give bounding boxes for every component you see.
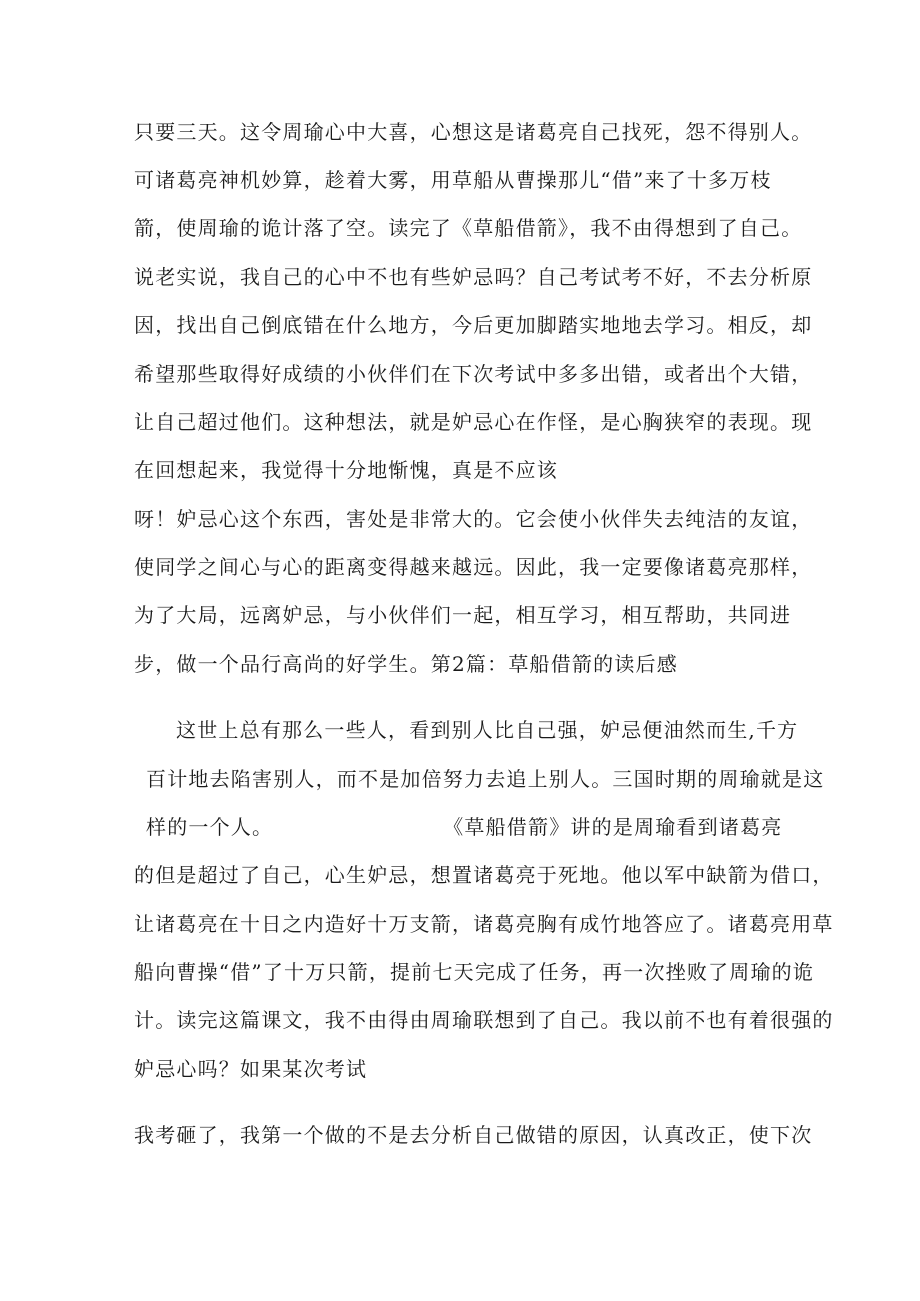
text-line: 希望那些取得好成绩的小伙伴们在下次考试中多多出错，或者出个大错， <box>134 362 813 386</box>
text-line: 可诸葛亮神机妙算，趁着大雾，用草船从曹操那儿“借”来了十多万枝 <box>134 168 772 192</box>
text-line: 让诸葛亮在十日之内造好十万支箭，诸葛亮胸有成竹地答应了。诸葛亮用草 <box>134 912 834 936</box>
text-line: 步，做一个品行高尚的好学生。第2篇：草船借箭的读后感 <box>134 652 678 676</box>
text-line: 百计地去陷害别人，而不是加倍努力去追上别人。三国时期的周瑜就是这 <box>146 767 825 791</box>
text-line: 因，找出自己倒底错在什么地方，今后更加脚踏实地地去学习。相反，却 <box>134 313 813 337</box>
text-fragment: 样的一个人。 <box>146 815 274 839</box>
text-line: 我考砸了，我第一个做的不是去分析自己做错的原因，认真改正，使下次 <box>134 1123 813 1147</box>
text-line <box>146 813 782 841</box>
text-line: 的但是超过了自己，心生妒忌，想置诸葛亮于死地。他以军中缺箭为借口， <box>134 863 834 887</box>
text-line: 呀！妒忌心这个东西，害处是非常大的。它会使小伙伴失去纯洁的友谊， <box>134 507 813 531</box>
text-fragment: 《草船借箭》讲的是周瑜看到诸葛亮 <box>443 815 783 839</box>
text-line: 说老实说，我自己的心中不也有些妒忌吗？自己考试考不好，不去分析原 <box>134 265 813 289</box>
text-line: 计。读完这篇课文，我不由得由周瑜联想到了自己。我以前不也有着很强的 <box>134 1008 834 1032</box>
text-line: 在回想起来，我觉得十分地惭愧，真是不应该 <box>134 458 558 482</box>
text-line: 妒忌心吗？如果某次考试 <box>134 1057 368 1081</box>
text-line: 箭，使周瑜的诡计落了空。读完了《草船借箭》，我不由得想到了自己。 <box>134 216 803 240</box>
text-line: 只要三天。这令周瑜心中大喜，心想这是诸葛亮自己找死，怨不得别人。 <box>134 120 813 144</box>
paragraph-first-line: 这世上总有那么一些人，看到别人比自己强，妒忌便油然而生,千方 <box>176 718 799 742</box>
text-line: 使同学之间心与心的距离变得越来越远。因此，我一定要像诸葛亮那样， <box>134 555 813 579</box>
text-line: 船向曹操“借”了十万只箭，提前七天完成了任务，再一次挫败了周瑜的诡 <box>134 960 815 984</box>
text-line: 让自己超过他们。这种想法，就是妒忌心在作怪，是心胸狭窄的表现。现 <box>134 410 813 434</box>
text-line: 为了大局，远离妒忌，与小伙伴们一起，相互学习，相互帮助，共同进 <box>134 603 792 627</box>
